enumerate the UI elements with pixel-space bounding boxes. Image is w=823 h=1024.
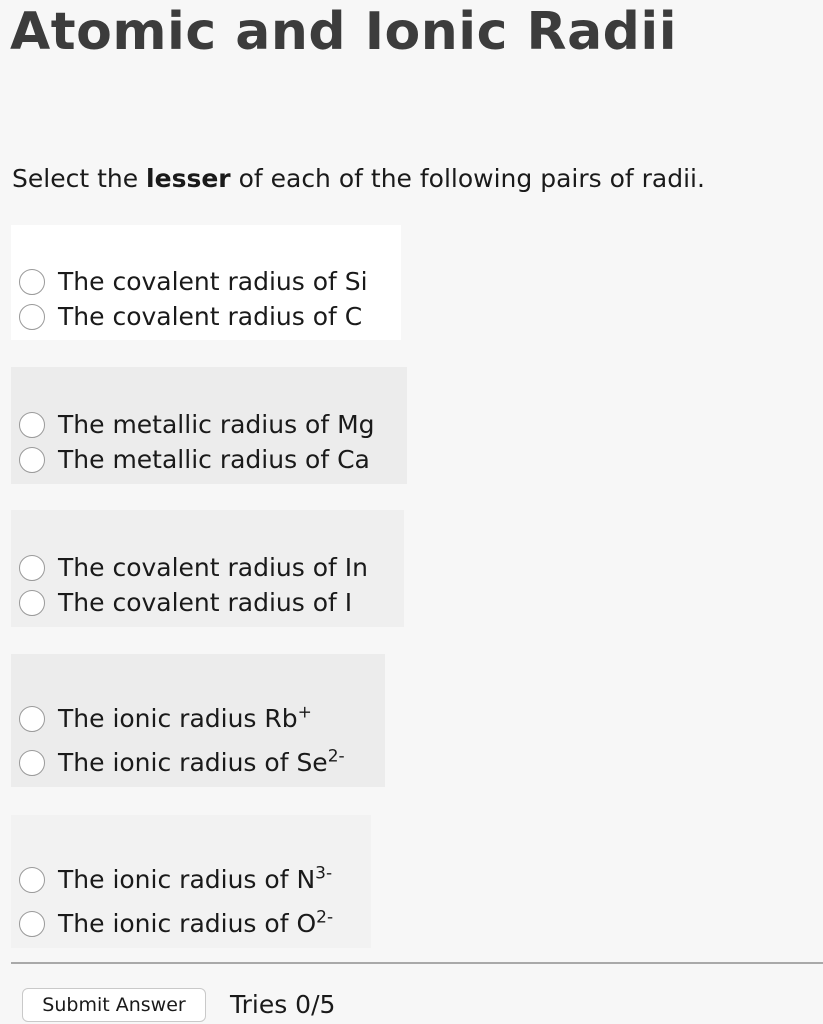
- option-label: The covalent radius of C: [58, 302, 363, 331]
- option-label: The covalent radius of Si: [58, 267, 368, 296]
- radio-button[interactable]: [19, 304, 45, 330]
- option-in[interactable]: [19, 553, 368, 582]
- option-label: The covalent radius of I: [58, 588, 353, 617]
- radio-button[interactable]: [19, 867, 45, 893]
- option-label: The ionic radius of $N^{3-}$: [58, 863, 333, 894]
- option-label: The covalent radius of In: [58, 553, 369, 582]
- divider: [11, 962, 823, 964]
- option-mg[interactable]: [19, 410, 375, 439]
- option-label: The ionic radius of $O^{2-}$: [58, 907, 334, 938]
- submit-answer-button[interactable]: Submit Answer: [22, 988, 206, 1022]
- option-i[interactable]: [19, 588, 352, 617]
- option-label: The ionic radius of $Se^{2-}$: [58, 746, 345, 777]
- instructions-emphasis: lesser: [146, 164, 231, 193]
- question-group-2: [11, 367, 407, 484]
- question-group-4: [11, 654, 385, 787]
- radio-button[interactable]: [19, 555, 45, 581]
- radio-button[interactable]: [19, 706, 45, 732]
- option-o[interactable]: [19, 909, 333, 938]
- option-label: The metallic radius of Mg: [58, 410, 375, 439]
- option-rb[interactable]: [19, 704, 312, 733]
- option-c[interactable]: [19, 302, 362, 331]
- radio-button[interactable]: [19, 269, 45, 295]
- instructions-prefix: Select the: [12, 164, 147, 193]
- instructions-suffix: of each of the following pairs of radii.: [230, 164, 705, 193]
- radio-button[interactable]: [19, 750, 45, 776]
- tries-counter: Tries 0/5: [230, 990, 336, 1019]
- option-se[interactable]: [19, 748, 345, 777]
- page-title: Atomic and Ionic Radii: [10, 2, 678, 62]
- radio-button[interactable]: [19, 590, 45, 616]
- radio-button[interactable]: [19, 911, 45, 937]
- radio-button[interactable]: [19, 412, 45, 438]
- question-group-1: [11, 225, 401, 340]
- question-group-3: [11, 510, 404, 627]
- option-label: The ionic radius Rb+: [58, 702, 312, 733]
- radio-button[interactable]: [19, 447, 45, 473]
- question-group-5: [11, 815, 371, 948]
- option-ca[interactable]: [19, 445, 370, 474]
- option-label: The metallic radius of Ca: [58, 445, 370, 474]
- option-si[interactable]: [19, 267, 368, 296]
- instructions: [12, 164, 705, 193]
- option-n[interactable]: [19, 865, 332, 894]
